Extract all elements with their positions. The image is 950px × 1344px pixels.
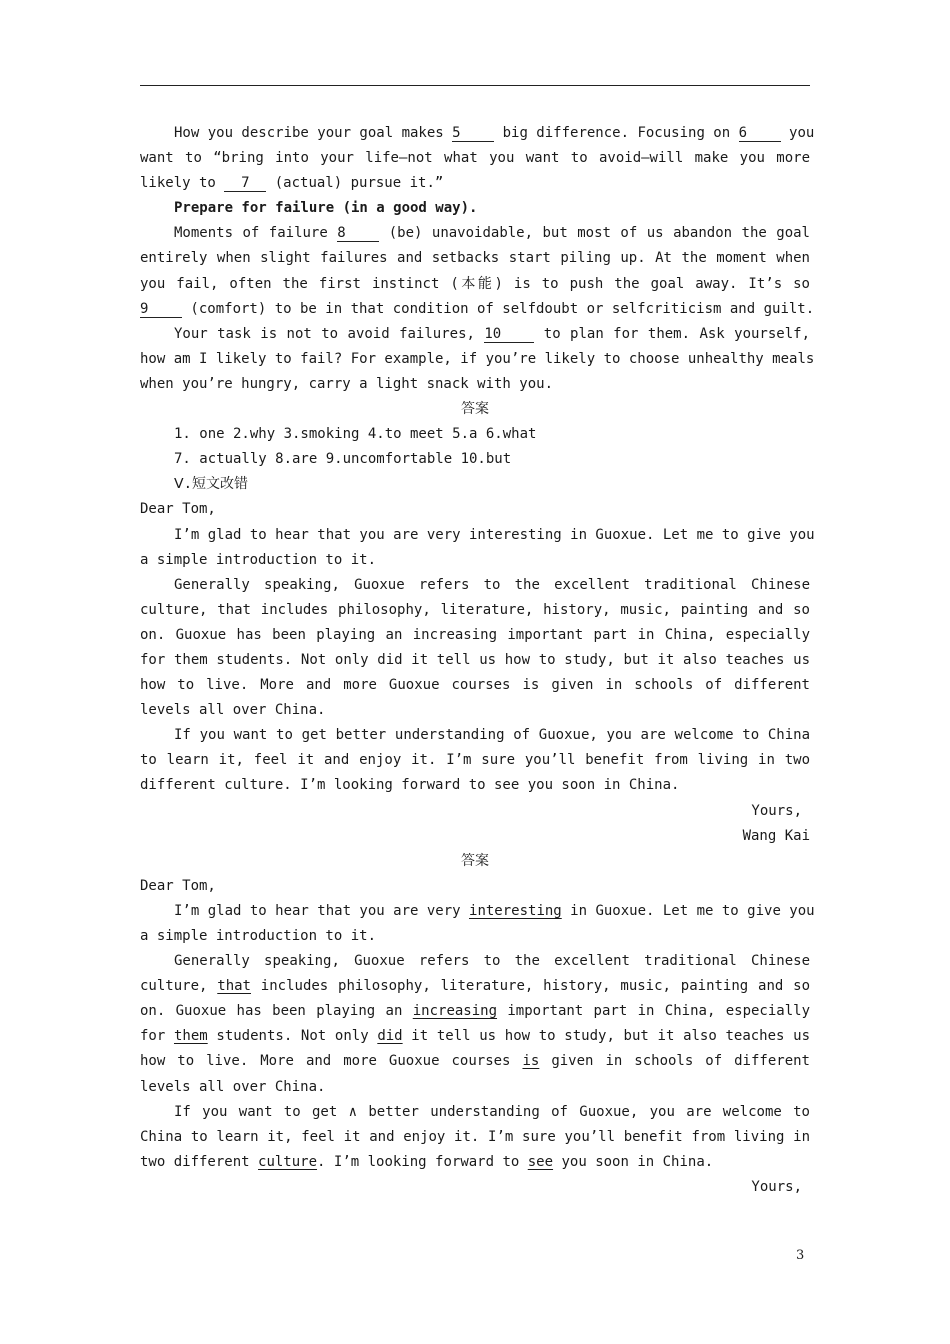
passage-line: when you’re hungry, carry a light snack with you. [140, 375, 554, 392]
error-mark: is [522, 1053, 540, 1070]
letter-line: a simple introduction to it. [140, 551, 377, 568]
text: Moments of failure [174, 225, 338, 242]
error-mark: them [173, 1028, 208, 1045]
passage-line [140, 322, 810, 347]
corrected-line: levels all over China. [140, 1078, 326, 1095]
error-mark: did [377, 1028, 403, 1045]
blank-8: 8 [337, 225, 379, 242]
answer-row: 7. actually 8.are 9.uncomfortable 10.but [174, 451, 512, 468]
corrected-line [140, 974, 810, 999]
text: given in schools of different [539, 1053, 810, 1070]
text: you [780, 125, 815, 141]
text: culture, [140, 978, 218, 995]
text: important part in China, especially [497, 1003, 810, 1020]
blank-6: 6 [739, 125, 781, 142]
text: (comfort) to be in that condition of selfdoubt or selfcriticism and guilt. [182, 300, 815, 317]
text: includes philosophy, literature, history, music, painting and so [250, 978, 811, 995]
corrected-line [140, 899, 815, 924]
corrected-line: China to learn it, feel it and enjoy it. I’m sure you’ll benefit from living in [140, 1128, 810, 1145]
text: big difference. Focusing on [494, 125, 739, 141]
blank-10: 10 [484, 326, 534, 343]
page-content [140, 121, 815, 1200]
text: to plan for them. Ask yourself, [534, 325, 811, 342]
letter-line: Generally speaking, Guoxue refers to the excellent traditional Chinese [174, 576, 810, 593]
letter-greeting: Dear Tom, [140, 501, 216, 518]
corrected-line: Generally speaking, Guoxue refers to the excellent traditional Chinese [174, 953, 810, 970]
text: likely to [140, 175, 225, 192]
error-mark: interesting [469, 902, 562, 919]
text: you soon in China. [553, 1153, 714, 1170]
text: I’m glad to hear that you are very [174, 902, 470, 919]
letter-line: culture, that includes philosophy, literature, history, music, painting and so [140, 601, 810, 618]
letter-line: on. Guoxue has been playing an increasing important part in China, especially [140, 626, 810, 643]
text: in Guoxue. Let me to give you [561, 902, 815, 919]
answer-heading: 答案 [461, 401, 489, 418]
header-rule [140, 85, 810, 86]
letter-line: for them students. Not only did it tell us how to study, but it also teaches us [140, 651, 810, 668]
blank-9: 9 [140, 301, 182, 318]
passage-heading: Prepare for failure (in a good way). [174, 200, 478, 217]
text: for [140, 1028, 174, 1045]
text: (be) unavoidable, but most of us abandon the goal [379, 225, 810, 242]
error-mark: increasing [412, 1003, 498, 1020]
letter-line: I’m glad to hear that you are very interesting in Guoxue. Let me to give you [174, 526, 815, 543]
blank-7: 7 [224, 175, 266, 192]
letter-line: how to live. More and more Guoxue courses is given in schools of different [140, 677, 810, 694]
letter-signature: Wang Kai [742, 827, 810, 844]
error-mark: see [527, 1153, 554, 1170]
text: Your task is not to avoid failures, [174, 325, 485, 342]
corrected-line: If you want to get ∧ better understanding of Guoxue, you are welcome to [174, 1103, 810, 1120]
page-number: 3 [796, 1248, 805, 1263]
corrected-line [140, 1024, 810, 1049]
answer-heading: 答案 [461, 852, 489, 869]
error-mark: culture [258, 1153, 318, 1170]
letter-closing: Yours, [751, 802, 802, 819]
letter-line: If you want to get better understanding of Guoxue, you are welcome to China [174, 727, 810, 744]
corrected-greeting: Dear Tom, [140, 877, 216, 894]
text: how to live. More and more Guoxue courses [140, 1053, 523, 1070]
corrected-line: a simple introduction to it. [140, 928, 377, 944]
passage-line [140, 297, 815, 322]
blank-5: 5 [452, 125, 494, 142]
letter-line: levels all over China. [140, 702, 326, 719]
passage-line: you fail, often the first instinct (本能) is to push the goal away. It’s so [140, 275, 810, 292]
passage-line [140, 121, 815, 146]
passage-line: how am I likely to fail? For example, if you’re likely to choose unhealthy meals [140, 350, 815, 367]
text: on. Guoxue has been playing an [140, 1003, 413, 1020]
passage-line: entirely when slight failures and setbacks start piling up. At the moment when [140, 250, 810, 267]
answer-row: 1. one 2.why 3.smoking 4.to meet 5.a 6.what [174, 426, 537, 443]
passage-line [140, 221, 810, 246]
section-title: Ⅴ.短文改错 [174, 476, 249, 493]
error-mark: that [217, 978, 251, 995]
text: two different [140, 1153, 259, 1170]
text: (actual) pursue it.” [266, 175, 444, 192]
letter-line: to learn it, feel it and enjoy it. I’m sure you’ll benefit from living in two [140, 752, 810, 769]
corrected-line [140, 1049, 810, 1074]
letter-line: different culture. I’m looking forward to see you soon in China. [140, 777, 680, 794]
corrected-line [140, 1150, 810, 1175]
text: students. Not only [207, 1028, 378, 1045]
passage-line [140, 171, 810, 196]
text: How you describe your goal makes [174, 125, 453, 141]
text: . I’m looking forward to [317, 1153, 528, 1170]
text: it tell us how to study, but it also teaches us [402, 1028, 811, 1045]
passage-line: want to “bring into your life—not what you want to avoid—will make you more [140, 150, 810, 167]
corrected-line [140, 999, 810, 1024]
corrected-closing: Yours, [751, 1178, 802, 1195]
